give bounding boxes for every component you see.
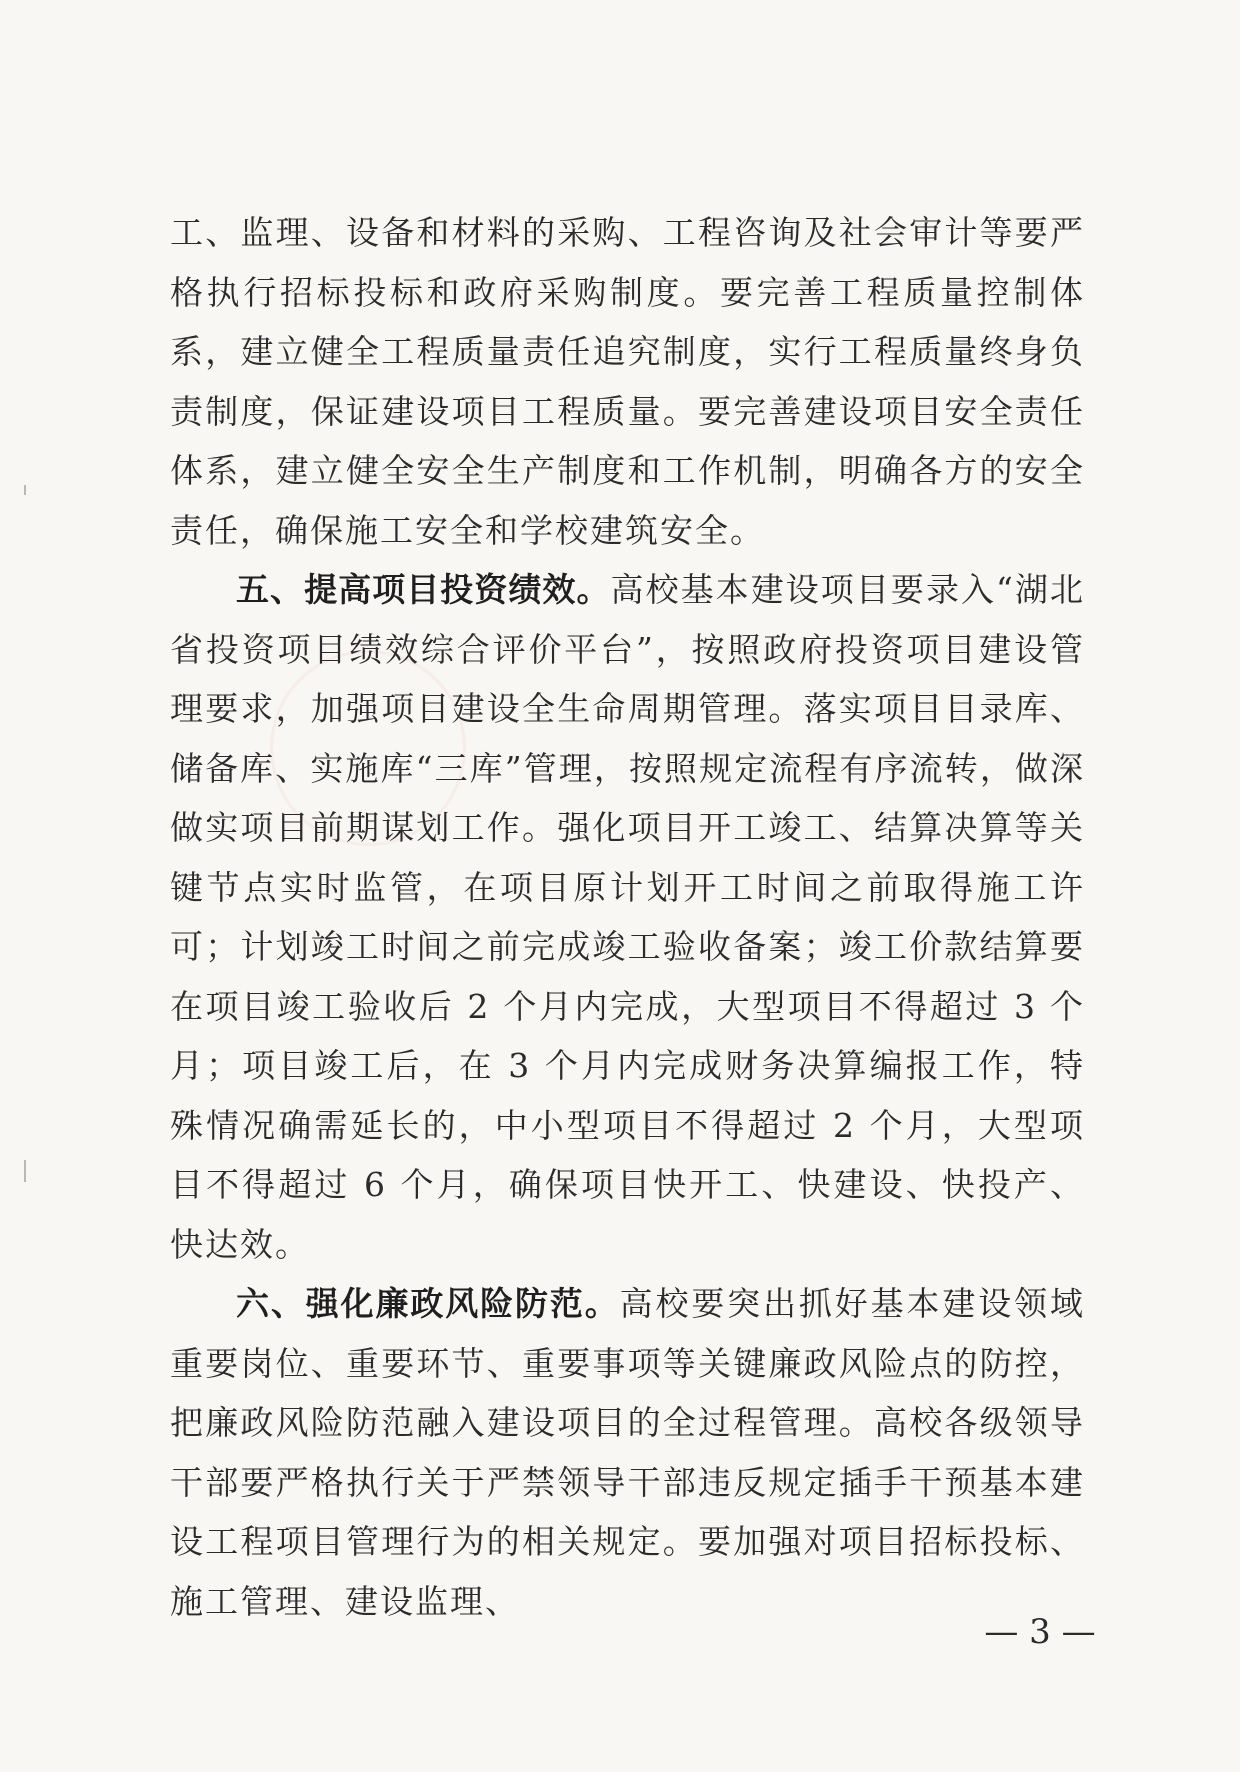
paragraph-continued: 工、监理、设备和材料的采购、工程咨询及社会审计等要严格执行招标投标和政府采购制度。要完善工程质量控制体系，建立健全工程质量责任追究制度，实行工程质量终身负责制度，保证建设项目工程质量。要完善建设项目安全责任体系，建立健全安全生产制度和工作机制，明确各方的安全责任，确保施工安全和学校建筑安全。 (170, 213, 1085, 550)
margin-dot (24, 485, 26, 495)
section-five-body: 高校基本建设项目要录入“湖北省投资项目绩效综合评价平台”，按照政府投资项目建设管理要求，加强项目建设全生命周期管理。落实项目目录库、储备库、实施库“三库”管理，按照规定流程有序流转，做深做实项目前期谋划工作。强化项目开工竣工、结算决算等关键节点实时监管，在项目原计划开工时间之前取得施工许可；计划竣工时间之前完成竣工验收备案；竣工价款结算要在项目竣工验收后 2 个月内完成，大型项目不得超过 3 个月；项目竣工后，在 3 个月内完成财务决算编报工作，特殊情况确需延长的，中小型项目不得超过 2 个月，大型项目不得超过 6 个月，确保项目快开工、快建设、快投产、快达效。 (170, 570, 1085, 1264)
section-six-body: 高校要突出抓好基本建设领域重要岗位、重要环节、重要事项等关键廉政风险点的防控，把廉政风险防范融入建设项目的全过程管理。高校各级领导干部要严格执行关于严禁领导干部违反规定插手干预基本建设工程项目管理行为的相关规定。要加强对项目招标投标、施工管理、建设监理、 (170, 1284, 1086, 1621)
margin-dot (24, 1160, 26, 1182)
section-five-paragraph (170, 560, 1085, 1274)
section-five-heading: 五、提高项目投资绩效。 (236, 570, 611, 609)
section-six-paragraph (170, 1274, 1085, 1631)
document-body (170, 203, 1085, 1631)
page-number: — 3 — (984, 1612, 1096, 1652)
section-six-heading: 六、强化廉政风险防范。 (236, 1284, 620, 1323)
